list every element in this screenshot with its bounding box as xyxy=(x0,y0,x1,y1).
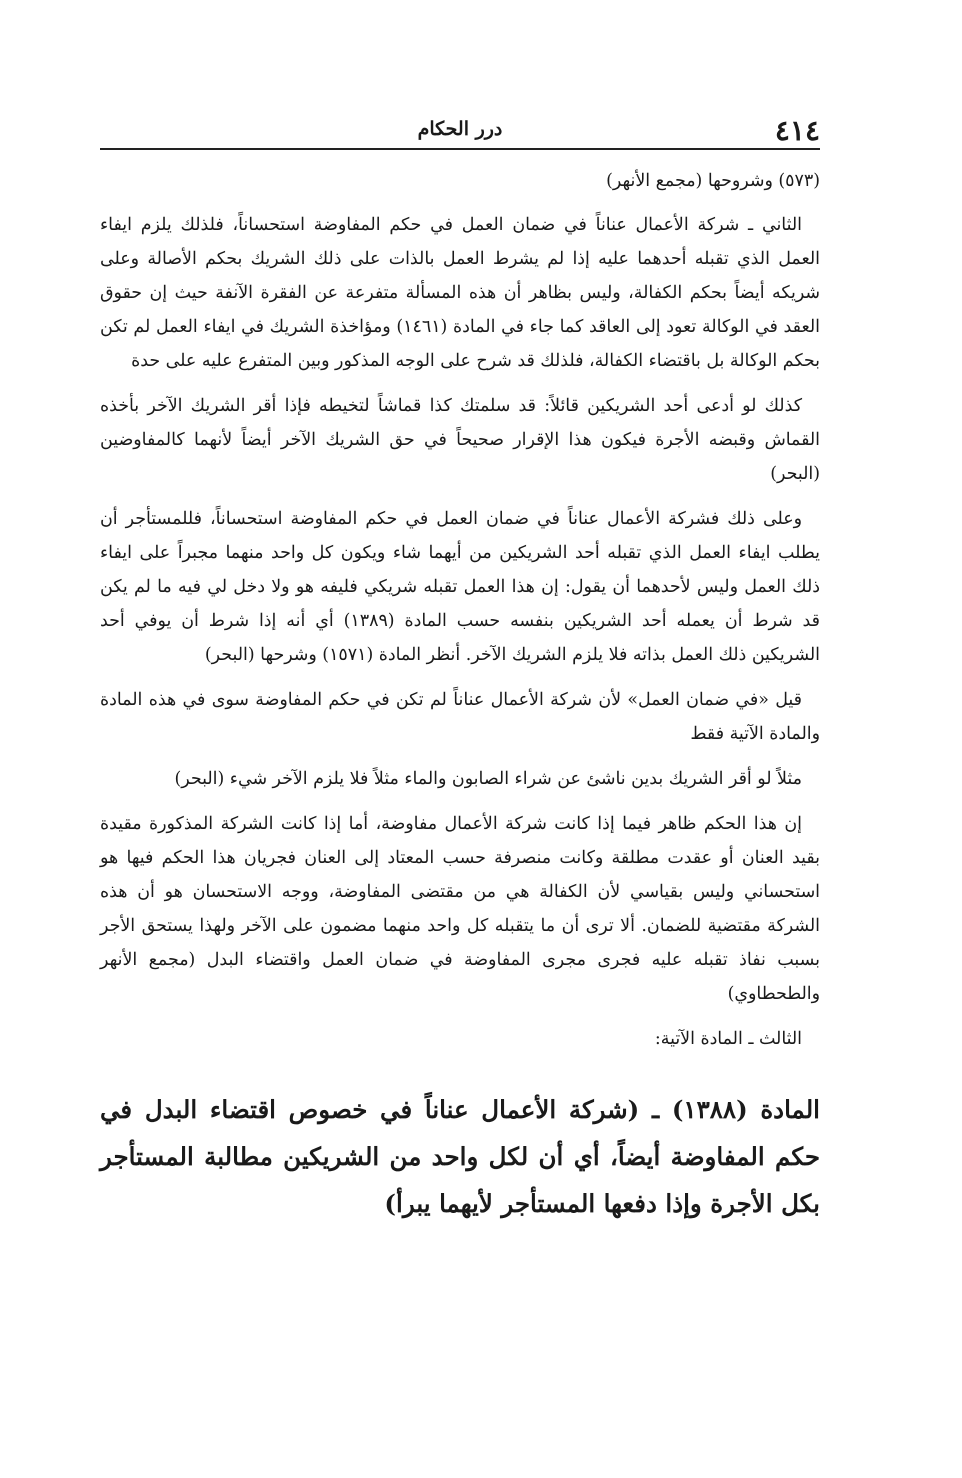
article-1388: المادة (١٣٨٨) ـ (شركة الأعمال عناناً في خصوص اقتضاء البدل في حكم المفاوضة أيضاً، أي أن لكل واحد من الشريكين مطالبة المستأجر بكل الأجرة وإذا دفعها المستأجر لأيهما يبرأ) xyxy=(100,1095,820,1218)
paragraph-second-point: الثاني ـ شركة الأعمال عناناً في ضمان العمل في حكم المفاوضة استحساناً، فلذلك يلزم ايفاء العمل الذي تقبله أحدهما عليه إذا لم يشرط العمل بالذات على ذلك الشريك بحكم الأصالة وعلى شريكه أيضاً بحكم الكفالة، وليس بظاهر أن هذه المسألة متفرعة عن الفقرة الآنفة حيث إن حقوق العقد في الوكالة تعود إلى العاقد كما جاء في المادة (١٤٦١) ومؤاخذة الشريك في ايفاء العمل لم تكن بحكم الوكالة بل باقتضاء الكفالة، فلذلك قد شرح على الوجه المذكور وبين المتفرع عليه على حدة xyxy=(100,215,820,371)
book-page xyxy=(100,112,820,1227)
paragraph-third-point: الثالث ـ المادة الآتية: xyxy=(654,1029,802,1049)
running-title: درر الحكام xyxy=(417,118,503,140)
paragraph-ruling-explanation: إن هذا الحكم ظاهر فيما إذا كانت شركة الأعمال مفاوضة، أما إذا كانت الشركة المذكورة مقيدة بقيد العنان أو عقدت مطلقة وكانت منصرفة حسب المعتاد إلى العنان فجريان هذا الحكم فيها هو استحساني وليس بقياسي لأن الكفالة هي من مقتضى المفاوضة، ووجه الاستحسان هو أن هذه الشركة مقتضية للضمان. ألا ترى أن ما يتقبله كل واحد منهما مضمون على الآخر ولهذا يستحق الأجر بسبب نفاذ تقبله عليه فجرى مجرى المفاوضة في ضمان العمل واقتضاء البدل (مجمع الأنهر والطحطاوي) xyxy=(100,814,820,1004)
paragraph-partner-claim: كذلك لو أدعى أحد الشريكين قائلاً: قد سلمتك كذا قماشاً لتخيطه فإذا أقر الشريك الآخر بأخذه القماش وقبضه الأجرة فيكون هذا الإقرار صحيحاً في حق الشريك الآخر أيضاً لأنهما كالمفاوضين (البحر) xyxy=(100,396,820,484)
page-header xyxy=(100,112,820,150)
page-number: ٤١٤ xyxy=(774,114,820,147)
paragraph-work-guarantee-note: قيل «في ضمان العمل» لأن شركة الأعمال عناناً لم تكن في حكم المفاوضة سوى في هذه المادة والمادة الآتية فقط xyxy=(100,690,820,744)
page-body xyxy=(100,164,820,1227)
paragraph-hirer-demand: وعلى ذلك فشركة الأعمال عناناً في ضمان العمل في حكم المفاوضة استحساناً، فللمستأجر أن يطلب ايفاء العمل الذي تقبله أحد الشريكين من أيهما شاء ويكون كل واحد منهما مجبراً على ايفاء ذلك العمل وليس لأحدهما أن يقول: إن هذا العمل تقبله شريكي فليفه هو ولا دخل لي فيه ما لم يكن قد شرط أن يعمله أحد الشريكين بنفسه حسب المادة (١٣٨٩) أي أنه إذا شرط أن يوفي أحد الشريكين ذلك العمل بذاته فلا يلزم الشريك الآخر. أنظر المادة (١٥٧١) وشرحها (البحر) xyxy=(100,509,820,665)
paragraph-debt-example: مثلاً لو أقر الشريك بدين ناشئ عن شراء الصابون والماء مثلاً فلا يلزم الآخر شيء (البحر) xyxy=(174,769,802,789)
paragraph-reference-continuation: (٥٧٣) وشروحها (مجمع الأنهر) xyxy=(606,171,820,191)
